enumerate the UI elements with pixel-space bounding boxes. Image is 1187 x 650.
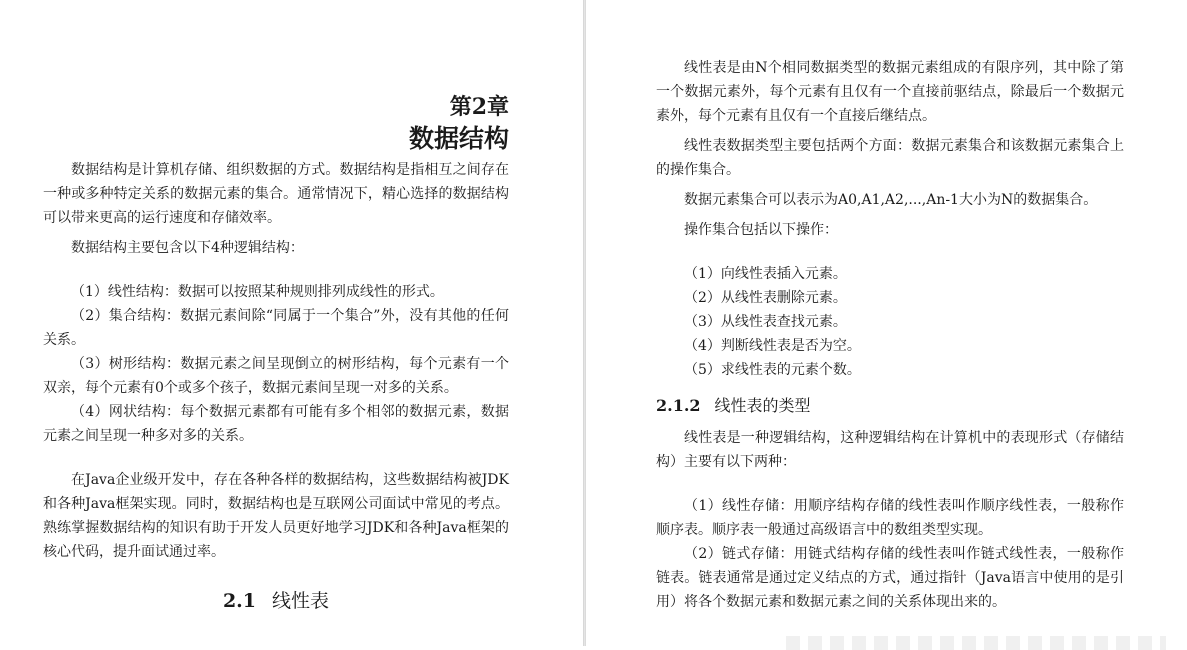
left-page-content [43, 92, 509, 614]
faded-next-line [786, 636, 1166, 650]
intro-paragraph: 数据结构是计算机存储、组织数据的方式。数据结构是指相互之间存在一种或多种特定关系的数据元素的集合。通常情况下，精心选择的数据结构可以带来更高的运行速度和存储效率。 [43, 162, 509, 226]
chapter-title: 数据结构 [408, 124, 509, 153]
subsection-number: 2.1.2 [656, 396, 701, 415]
operations-list [656, 262, 1124, 382]
list-item: （4）网状结构：每个数据元素都有可能有多个相邻的数据元素，数据元素之间呈现一种多对多的关系。 [43, 404, 509, 444]
section-heading [43, 588, 509, 614]
storage-intro: 线性表是一种逻辑结构，这种逻辑结构在计算机中的表现形式（存储结构）主要有以下两种： [656, 430, 1124, 470]
set-paragraph: 数据元素集合可以表示为A0,A1,A2,...,An-1大小为N的数据集合。 [684, 192, 1098, 208]
logic-structures-intro: 数据结构主要包含以下4种逻辑结构： [71, 240, 304, 256]
definition-paragraph: 线性表是由N个相同数据类型的数据元素组成的有限序列，其中除了第一个数据元素外，每个元素有且仅有一个直接前驱结点，除最后一个数据元素外，每个元素有且仅有一个直接后继结点。 [656, 60, 1124, 124]
list-item: （2）从线性表删除元素。 [684, 290, 847, 306]
list-item: （4）判断线性表是否为空。 [684, 338, 861, 354]
list-item: （1）向线性表插入元素。 [684, 266, 847, 282]
list-item: （3）从线性表查找元素。 [684, 314, 847, 330]
list-item: （2）集合结构：数据元素间除“同属于一个集合”外，没有其他的任何关系。 [43, 308, 509, 348]
logic-structures-list [43, 280, 509, 448]
list-item: （1）线性结构：数据可以按照某种规则排列成线性的形式。 [71, 284, 444, 300]
types-paragraph: 线性表数据类型主要包括两个方面：数据元素集合和该数据元素集合上的操作集合。 [656, 138, 1124, 178]
right-page [586, 0, 1187, 646]
section-title: 线性表 [272, 590, 330, 612]
subsection-heading [656, 394, 1124, 418]
list-item: （2）链式存储：用链式结构存储的线性表叫作链式线性表，一般称作链表。链表通常是通过定义结点的方式，通过指针（Java语言中使用的是引用）将各个数据元素和数据元素之间的关系体现出来的。 [656, 546, 1124, 610]
subsection-title: 线性表的类型 [714, 396, 811, 415]
left-page [0, 0, 583, 646]
storage-list [656, 494, 1124, 614]
operations-intro: 操作集合包括以下操作： [684, 222, 838, 238]
list-item: （3）树形结构：数据元素之间呈现倒立的树形结构，每个元素有一个双亲，每个元素有0个或多个孩子，数据元素间呈现一对多的关系。 [43, 356, 509, 396]
java-paragraph: 在Java企业级开发中，存在各种各样的数据结构，这些数据结构被JDK和各种Java框架实现。同时，数据结构也是互联网公司面试中常见的考点。熟练掌握数据结构的知识有助于开发人员更好地学习JDK和各种Java框架的核心代码，提升面试通过率。 [43, 472, 509, 560]
list-item: （1）线性存储：用顺序结构存储的线性表叫作顺序线性表，一般称作顺序表。顺序表一般通过高级语言中的数组类型实现。 [656, 498, 1124, 538]
chapter-number: 第2章 [449, 94, 509, 120]
list-item: （5）求线性表的元素个数。 [684, 362, 861, 378]
section-number: 2.1 [222, 590, 257, 612]
right-page-content [656, 56, 1124, 614]
